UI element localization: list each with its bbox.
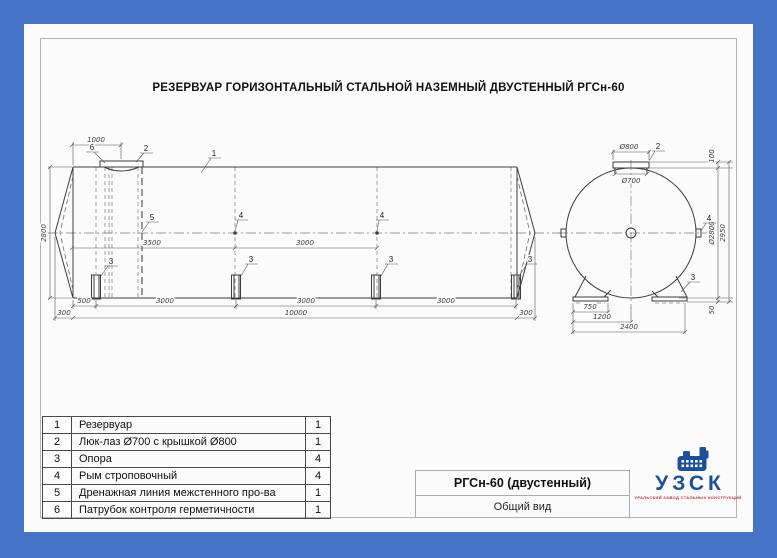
dim-300-right: 300	[519, 309, 533, 317]
callout-3: 3	[388, 255, 394, 264]
part-name: Люк-лаз Ø700 с крышкой Ø800	[72, 434, 306, 451]
dim-1200: 1200	[593, 313, 611, 321]
side-view-callouts	[86, 143, 537, 276]
part-name: Резервуар	[72, 417, 306, 434]
table-row	[43, 468, 331, 485]
part-qty: 1	[306, 434, 331, 451]
dim-d2800: Ø2800	[708, 221, 716, 245]
lifting-lug-mark	[375, 231, 379, 235]
dim-750: 750	[583, 303, 597, 311]
company-logo	[634, 447, 742, 517]
tank-body	[73, 167, 517, 298]
view-label: Общий вид	[493, 501, 552, 513]
drawing-sheet	[24, 24, 753, 532]
part-name: Патрубок контроля герметичности	[72, 502, 306, 519]
table-row	[43, 451, 331, 468]
callout-1: 1	[211, 149, 217, 158]
supports	[92, 275, 521, 299]
part-qty: 1	[306, 417, 331, 434]
part-qty: 1	[306, 502, 331, 519]
part-number: 5	[43, 485, 72, 502]
callout-3: 3	[527, 255, 533, 264]
dim-3500: 3500	[143, 239, 161, 247]
table-row	[43, 485, 331, 502]
part-qty: 4	[306, 451, 331, 468]
callout-4: 4	[706, 214, 712, 223]
side-view	[40, 136, 560, 321]
callout-3: 3	[248, 255, 254, 264]
manhole-flange	[100, 161, 143, 167]
dim-1000: 1000	[87, 136, 105, 144]
callout-2: 2	[143, 144, 149, 153]
lifting-lug-mark	[233, 231, 237, 235]
dim-100: 100	[708, 149, 716, 163]
dim-500: 500	[77, 297, 91, 305]
part-number: 1	[43, 417, 72, 434]
side-view-dimensions	[40, 136, 537, 321]
dim-3000-c: 3000	[437, 297, 455, 305]
part-number: 3	[43, 451, 72, 468]
end-view-callouts	[649, 142, 716, 292]
dim-2950: 2950	[719, 224, 727, 242]
end-view-supports	[573, 276, 687, 303]
table-row	[43, 417, 331, 434]
dim-2400: 2400	[620, 323, 638, 331]
part-number: 6	[43, 502, 72, 519]
end-view	[558, 142, 733, 334]
dim-d800: Ø800	[619, 143, 639, 151]
dim-50: 50	[708, 305, 716, 315]
logo-text: УЗСК	[655, 472, 725, 495]
dim-2800: 2800	[40, 224, 48, 242]
model-designation: РГСн-60 (двустенный)	[416, 471, 629, 496]
logo-tagline: УРАЛЬСКИЙ ЗАВОД СТАЛЬНЫХ КОНСТРУКЦИЙ	[634, 495, 742, 500]
part-name: Рым строповочный	[72, 468, 306, 485]
callout-6: 6	[89, 143, 95, 152]
part-number: 2	[43, 434, 72, 451]
part-name: Дренажная линия межстенного про-ва	[72, 485, 306, 502]
hidden-lines	[96, 167, 511, 298]
dim-300-left: 300	[57, 309, 71, 317]
part-qty: 4	[306, 468, 331, 485]
drawing-title: РЕЗЕРВУАР ГОРИЗОНТАЛЬНЫЙ СТАЛЬНОЙ НАЗЕМНЫЙ ДВУСТЕННЫЙ РГСн-60	[152, 82, 625, 94]
callout-3: 3	[108, 257, 114, 266]
dim-3000: 3000	[296, 239, 314, 247]
dim-10000: 10000	[284, 309, 308, 317]
dim-3000-b: 3000	[297, 297, 315, 305]
part-qty: 1	[306, 485, 331, 502]
callout-2: 2	[655, 142, 661, 151]
factory-icon	[675, 447, 711, 472]
table-row	[43, 502, 331, 519]
table-row	[43, 434, 331, 451]
dim-d700: Ø700	[621, 177, 641, 185]
dim-3000-a: 3000	[156, 297, 174, 305]
tank-heads	[55, 167, 535, 298]
part-number: 4	[43, 468, 72, 485]
callout-4: 4	[379, 211, 385, 220]
callout-5: 5	[149, 213, 155, 222]
title-block	[415, 470, 630, 518]
callout-3: 3	[690, 273, 696, 282]
callout-4: 4	[238, 211, 244, 220]
parts-table	[42, 416, 331, 519]
part-name: Опора	[72, 451, 306, 468]
